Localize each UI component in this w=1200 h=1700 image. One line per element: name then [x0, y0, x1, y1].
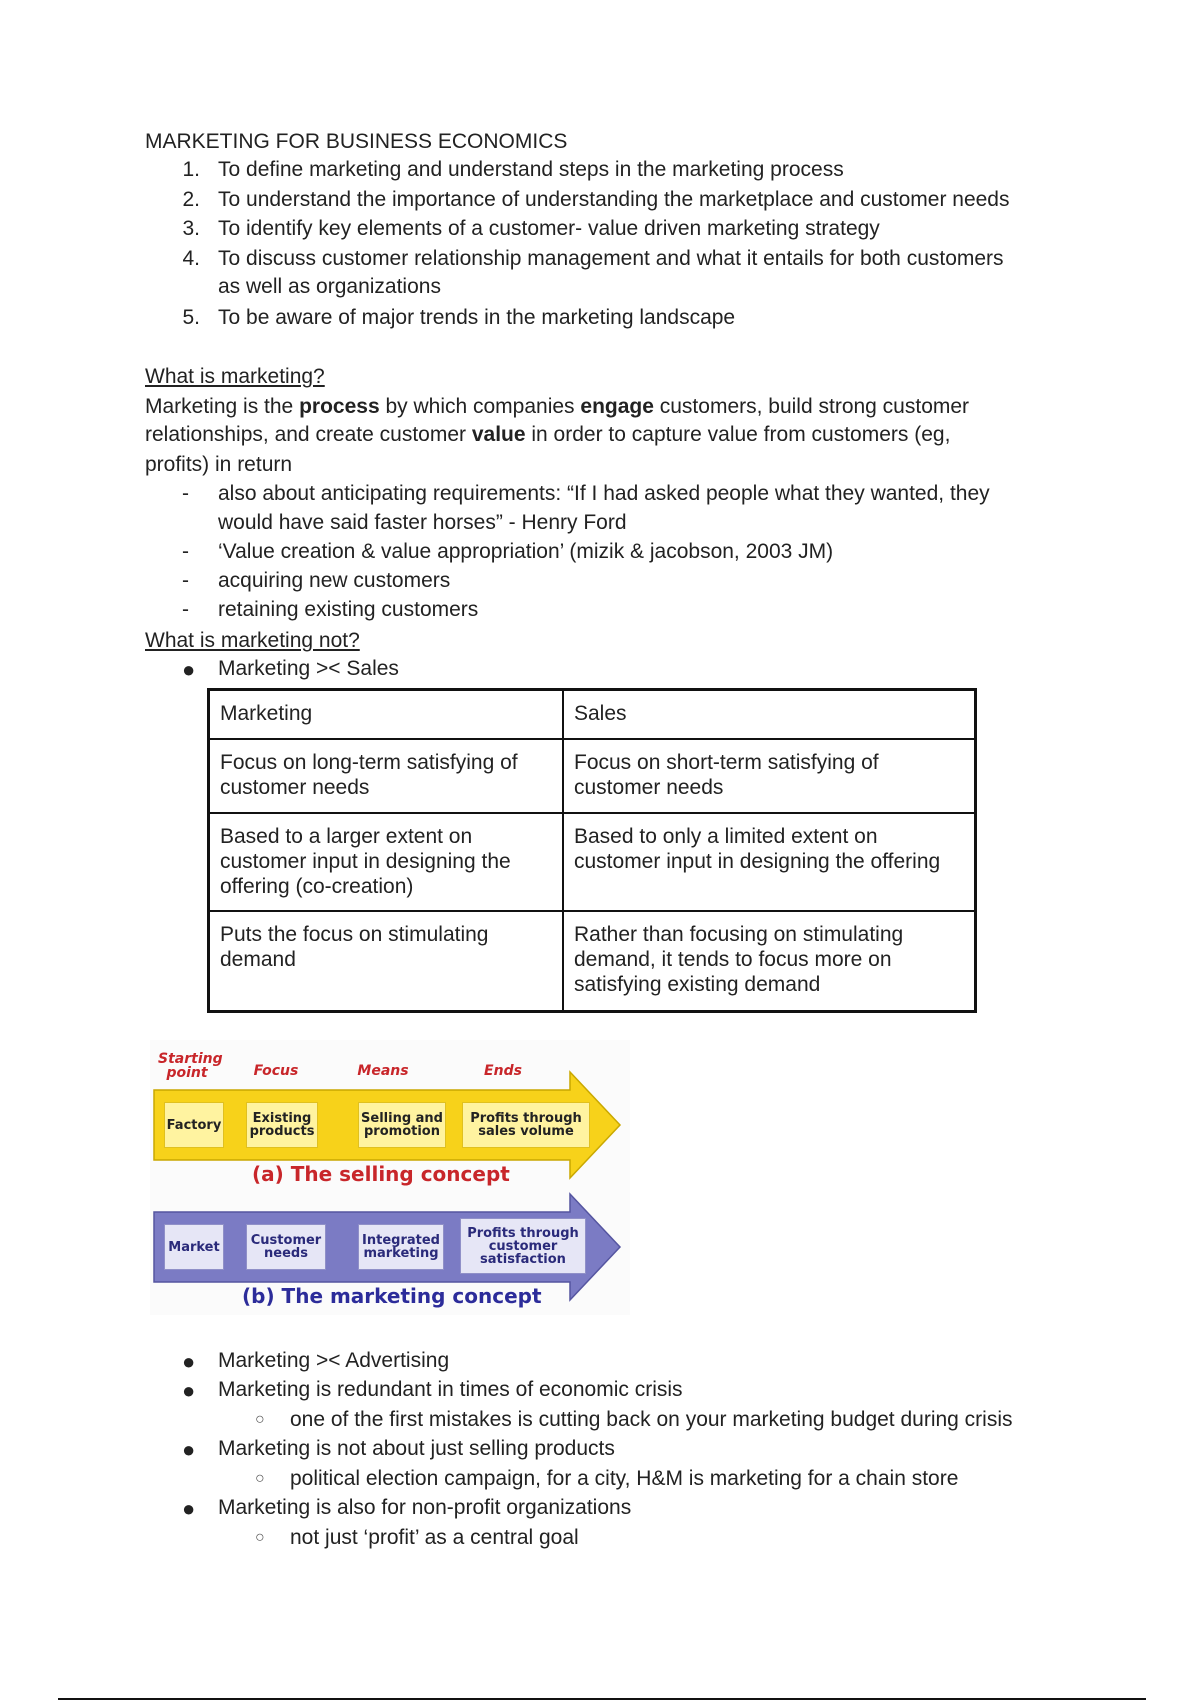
dash-icon: - — [182, 482, 189, 505]
concept-diagram — [150, 1040, 630, 1315]
label-focus: Focus — [253, 1063, 299, 1079]
comparison-table — [207, 688, 977, 1013]
table-cell: Rather than focusing on stimulating demand, it tends to focus more on satisfying existing demand — [574, 923, 904, 996]
bullet-icon: ● — [182, 1378, 196, 1403]
marketing-box: Market — [164, 1224, 224, 1270]
marketing-box: Integrated marketing — [358, 1224, 444, 1270]
selling-box: Factory — [164, 1102, 224, 1148]
selling-box: Existing products — [246, 1102, 318, 1148]
marketing-box: Customer needs — [246, 1224, 326, 1270]
definition-line-2: relationships, and create customer value in order to capture value from customers (eg, — [145, 423, 951, 446]
circle-bullet-icon: ○ — [255, 1411, 265, 1428]
table-cell: Focus on long-term satisfying of customer needs — [220, 751, 518, 799]
dash-item: ‘Value creation & value appropriation’ (mizik & jacobson, 2003 JM) — [218, 540, 834, 563]
sub-bullet-item: not just ‘profit’ as a central goal — [290, 1526, 579, 1549]
bullet-item: Marketing >< Advertising — [218, 1349, 450, 1372]
bullet-item: Marketing is redundant in times of economic crisis — [218, 1378, 683, 1401]
selling-box: Profits through sales volume — [462, 1102, 590, 1148]
dash-icon: - — [182, 540, 189, 563]
list-number: 5. — [182, 306, 200, 329]
sub-bullet-item: political election campaign, for a city, H&M is marketing for a chain store — [290, 1467, 959, 1490]
bullet-icon: ● — [182, 1496, 196, 1521]
circle-bullet-icon: ○ — [255, 1470, 265, 1487]
dash-icon: - — [182, 598, 189, 621]
selling-box: Selling and promotion — [358, 1102, 446, 1148]
definition-line-3: profits) in return — [145, 453, 293, 476]
label-ends: Ends — [484, 1063, 522, 1079]
list-item: To understand the importance of understanding the marketplace and customer needs — [218, 188, 1010, 211]
bullet-icon: ● — [182, 657, 196, 682]
dash-item-continuation: would have said faster horses” - Henry Ford — [218, 511, 627, 534]
marketing-concept-caption: (b) The marketing concept — [242, 1284, 542, 1308]
dash-item: acquiring new customers — [218, 569, 451, 592]
list-item: To identify key elements of a customer- value driven marketing strategy — [218, 217, 880, 240]
list-item: To be aware of major trends in the marketing landscape — [218, 306, 736, 329]
section-heading-what-is: What is marketing? — [145, 365, 325, 388]
table-header: Sales — [574, 702, 627, 725]
marketing-box: Profits through customer satisfaction — [460, 1218, 586, 1274]
table-cell: Focus on short-term satisfying of customer needs — [574, 751, 879, 799]
table-header: Marketing — [220, 702, 313, 725]
bullet-icon: ● — [182, 1437, 196, 1462]
dash-item: retaining existing customers — [218, 598, 479, 621]
list-item: To discuss customer relationship management and what it entails for both customers — [218, 247, 1004, 270]
dash-icon: - — [182, 569, 189, 592]
sub-bullet-item: one of the first mistakes is cutting back on your marketing budget during crisis — [290, 1408, 1013, 1431]
table-cell: Based to only a limited extent on customer input in designing the offering — [574, 825, 941, 873]
circle-bullet-icon: ○ — [255, 1529, 265, 1546]
list-number: 4. — [182, 247, 200, 270]
bullet-item: Marketing is also for non-profit organizations — [218, 1496, 632, 1519]
bullet-item: Marketing >< Sales — [218, 657, 399, 680]
page-title: MARKETING FOR BUSINESS ECONOMICS — [145, 130, 568, 153]
bullet-icon: ● — [182, 1349, 196, 1374]
list-item-continuation: as well as organizations — [218, 275, 441, 298]
table-cell: Puts the focus on stimulating demand — [220, 923, 489, 971]
bullet-item: Marketing is not about just selling products — [218, 1437, 615, 1460]
label-starting-point: Starting point — [158, 1051, 223, 1081]
list-number: 3. — [182, 217, 200, 240]
selling-concept-caption: (a) The selling concept — [252, 1162, 510, 1186]
label-means: Means — [357, 1063, 409, 1079]
definition-line-1: Marketing is the process by which companies engage customers, build strong customer — [145, 395, 970, 418]
list-number: 1. — [182, 158, 200, 181]
section-heading-what-not: What is marketing not? — [145, 629, 360, 652]
list-number: 2. — [182, 188, 200, 211]
table-cell: Based to a larger extent on customer input in designing the offering (co-creation) — [220, 825, 511, 898]
list-item: To define marketing and understand steps in the marketing process — [218, 158, 844, 181]
dash-item: also about anticipating requirements: “If I had asked people what they wanted, they — [218, 482, 990, 505]
